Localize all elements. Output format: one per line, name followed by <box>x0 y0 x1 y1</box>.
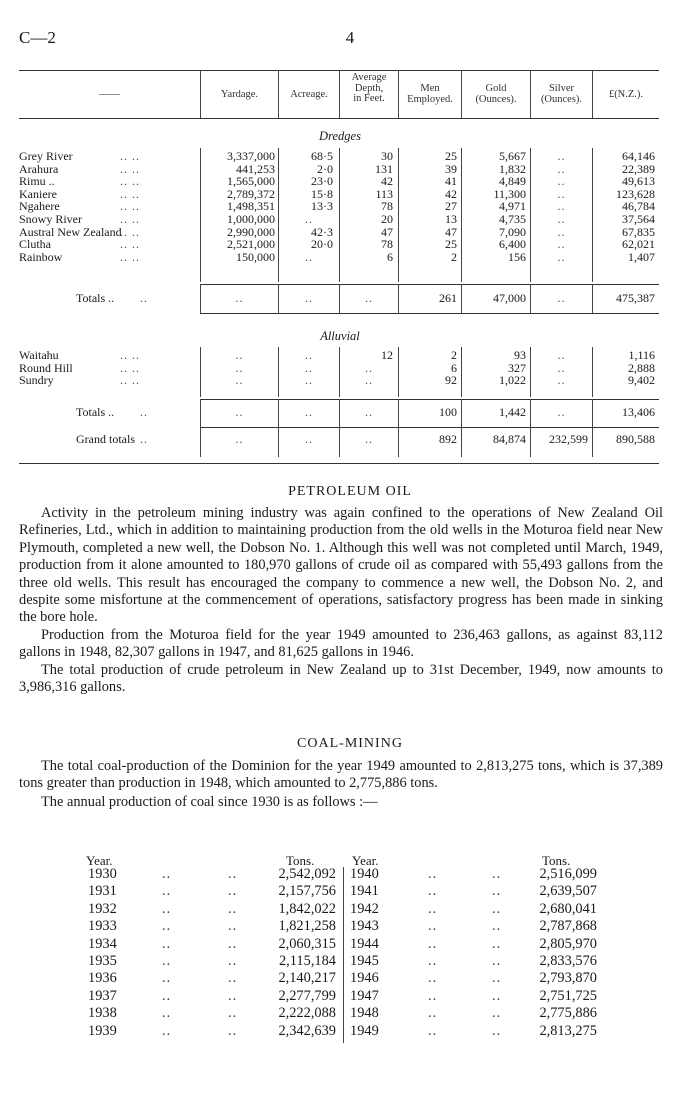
coal-heading: COAL-MINING <box>297 736 403 751</box>
coal-tons: 2,680,041 <box>539 900 597 917</box>
subtotal-rule <box>200 399 659 400</box>
table-cell: 6 <box>451 360 457 375</box>
dredge-row-label: Grey River <box>19 149 73 163</box>
dredge-row-label: Rimu .. <box>19 174 55 189</box>
column-header: £(N.Z.). <box>608 89 644 100</box>
table-cell: 47 <box>381 224 393 239</box>
table-cell: 1,407 <box>628 249 655 264</box>
leader-dots: .. <box>492 935 502 952</box>
coal-paragraph: The annual production of coal since 1930 is as follows :— <box>41 793 378 810</box>
leader-dots: .. .. <box>120 149 140 163</box>
leader-dots: .. <box>228 918 238 935</box>
coal-year: 1931 <box>88 883 117 900</box>
leader-dots: .. <box>162 987 172 1004</box>
coal-tons: 2,277,799 <box>278 987 336 1004</box>
column-divider <box>530 148 531 282</box>
table-cell: 25 <box>445 237 457 252</box>
column-divider <box>461 399 462 457</box>
table-cell: 13,406 <box>622 405 655 419</box>
coal-tons: 2,542,092 <box>278 866 336 882</box>
table-cell: 49,613 <box>622 174 655 189</box>
column-divider <box>278 284 279 313</box>
leader-dots: .. .. <box>120 161 140 176</box>
table-header-rule <box>19 118 659 119</box>
column-divider <box>592 347 593 397</box>
leader-dots: .. <box>140 291 148 305</box>
table-cell: 123,628 <box>616 186 655 201</box>
table-cell: .. <box>305 348 313 362</box>
table-cell: 1,565,000 <box>227 174 275 189</box>
leader-dots: .. .. <box>120 212 140 226</box>
column-divider <box>200 70 201 118</box>
table-cell: 47 <box>445 224 457 239</box>
table-cell: 2,789,372 <box>227 186 275 201</box>
coal-tons: 2,222,088 <box>278 1005 336 1022</box>
table-cell: 1,442 <box>499 405 526 419</box>
table-cell: 9,402 <box>628 373 655 388</box>
leader-dots: .. <box>492 987 502 1004</box>
table-cell: 39 <box>445 161 457 176</box>
coal-year: 1940 <box>350 866 379 882</box>
page-number: 4 <box>345 28 355 47</box>
table-cell: .. <box>305 360 313 375</box>
petroleum-paragraph: The total production of crude petroleum in New Zealand up to 31st December, 1949, now amounts to 3,986,316 gallons. <box>19 661 663 696</box>
table-cell: 1,116 <box>628 348 655 362</box>
table-cell: 4,971 <box>499 199 526 214</box>
leader-dots: .. .. <box>120 237 140 252</box>
leader-dots: .. <box>162 953 172 969</box>
column-divider <box>200 347 201 397</box>
table-cell: .. <box>365 432 373 446</box>
coal-tons: 2,060,315 <box>278 935 336 952</box>
column-divider <box>592 284 593 313</box>
coal-tons: 2,805,970 <box>539 935 597 952</box>
table-cell: 62,021 <box>622 237 655 252</box>
table-cell: 68·5 <box>311 149 333 163</box>
dredge-row-label: Kaniere <box>19 186 57 201</box>
column-divider <box>530 70 531 118</box>
table-cell: 2 <box>451 348 457 362</box>
section-title-dredges: Dredges <box>319 129 361 143</box>
table-cell: 1,498,351 <box>227 199 275 214</box>
table-cell: .. <box>557 161 566 176</box>
grand-totals-label: Grand totals <box>76 432 135 446</box>
table-cell: 5,667 <box>499 149 526 163</box>
table-cell: .. <box>557 174 566 189</box>
table-cell: 7,090 <box>499 224 526 239</box>
column-header: Gold (Ounces). <box>475 83 517 105</box>
leader-dots: .. <box>228 987 238 1004</box>
column-divider <box>339 347 340 397</box>
column-divider <box>398 284 399 313</box>
leader-dots: .. <box>428 883 438 900</box>
leader-dots: .. <box>162 866 172 882</box>
table-cell: .. <box>557 149 566 163</box>
table-cell: 13 <box>445 212 457 226</box>
subtotal-rule <box>200 313 659 314</box>
leader-dots: .. <box>428 970 438 987</box>
table-cell: 22,389 <box>622 161 655 176</box>
table-cell: .. <box>305 291 313 305</box>
coal-tons: 2,751,725 <box>539 987 597 1004</box>
coal-tons: 2,157,756 <box>278 883 336 900</box>
leader-dots: .. <box>492 900 502 917</box>
table-cell: 37,564 <box>622 212 655 226</box>
table-cell: 27 <box>445 199 457 214</box>
column-divider <box>461 284 462 313</box>
coal-year: 1935 <box>88 953 117 969</box>
leader-dots: .. <box>228 1005 238 1022</box>
dredge-row-label: Austral New Zealand <box>19 224 122 239</box>
table-cell: 2 <box>451 249 457 264</box>
table-cell: .. <box>305 249 313 264</box>
leader-dots: .. <box>162 883 172 900</box>
table-cell: .. <box>365 405 373 419</box>
table-cell: 131 <box>375 161 393 176</box>
table-cell: 46,784 <box>622 199 655 214</box>
table-cell: .. <box>305 405 313 419</box>
table-cell: 30 <box>381 149 393 163</box>
coal-text <box>19 758 663 811</box>
leader-dots: .. .. <box>120 360 140 375</box>
leader-dots: .. <box>162 1022 172 1039</box>
table-cell: 41 <box>445 174 457 189</box>
leader-dots: .. <box>428 866 438 882</box>
coal-tons: 1,821,258 <box>278 918 336 935</box>
coal-year: 1937 <box>88 987 117 1004</box>
table-cell: .. <box>305 432 313 446</box>
column-divider <box>339 399 340 457</box>
table-cell: 327 <box>508 360 526 375</box>
table-cell: 78 <box>381 199 393 214</box>
leader-dots: .. <box>428 1005 438 1022</box>
coal-year-header-left: Year. <box>86 853 113 868</box>
column-divider <box>592 148 593 282</box>
leader-dots: .. <box>492 866 502 882</box>
coal-year: 1938 <box>88 1005 117 1022</box>
column-divider <box>278 347 279 397</box>
coal-tons: 2,115,184 <box>278 953 336 969</box>
table-cell: 232,599 <box>549 432 588 446</box>
table-cell: .. <box>365 291 373 305</box>
column-header: Average Depth, in Feet. <box>351 72 387 104</box>
table-cell: .. <box>557 291 566 305</box>
table-cell: .. <box>365 360 373 375</box>
coal-year: 1930 <box>88 866 117 882</box>
leader-dots: .. <box>162 900 172 917</box>
column-header: Silver (Ounces). <box>540 83 583 105</box>
table-cell: 93 <box>514 348 526 362</box>
leader-dots: .. <box>492 953 502 969</box>
column-divider <box>398 399 399 457</box>
column-divider <box>398 70 399 118</box>
table-cell: 113 <box>375 186 393 201</box>
coal-year: 1942 <box>350 900 379 917</box>
column-divider <box>461 70 462 118</box>
table-cell: 47,000 <box>493 291 526 305</box>
coal-year: 1947 <box>350 987 379 1004</box>
table-cell: .. <box>557 224 566 239</box>
dredge-row-label: Clutha <box>19 237 51 252</box>
table-cell: 23·0 <box>311 174 333 189</box>
table-cell: 1,022 <box>499 373 526 388</box>
column-divider <box>398 148 399 282</box>
table-cell: 2·0 <box>317 161 333 176</box>
coal-year: 1944 <box>350 935 379 952</box>
alluvial-row-label: Round Hill <box>19 360 73 375</box>
table-cell: .. <box>557 212 566 226</box>
table-cell: 2,521,000 <box>227 237 275 252</box>
leader-dots: .. <box>428 935 438 952</box>
table-cell: 42·3 <box>311 224 333 239</box>
coal-tons: 2,140,217 <box>278 970 336 987</box>
table-cell: .. <box>235 373 244 388</box>
leader-dots: .. <box>228 866 238 882</box>
coal-year: 1945 <box>350 953 379 969</box>
table-cell: 4,849 <box>499 174 526 189</box>
table-cell: 84,874 <box>493 432 526 446</box>
table-bottom-rule <box>19 463 659 464</box>
table-cell: .. <box>557 348 566 362</box>
leader-dots: .. <box>162 935 172 952</box>
leader-dots: .. <box>228 1022 238 1039</box>
table-cell: 2,990,000 <box>227 224 275 239</box>
petroleum-heading: PETROLEUM OIL <box>288 484 412 499</box>
coal-column-divider <box>343 867 344 1043</box>
table-cell: .. <box>235 432 244 446</box>
table-cell: .. <box>557 405 566 419</box>
table-cell: .. <box>557 186 566 201</box>
leader-dots: .. .. <box>120 249 140 264</box>
table-cell: 42 <box>381 174 393 189</box>
table-cell: 2,888 <box>628 360 655 375</box>
coal-tons-header-left: Tons. <box>286 853 315 868</box>
table-cell: .. <box>305 373 313 388</box>
leader-dots: .. .. <box>120 174 140 189</box>
coal-year: 1946 <box>350 970 379 987</box>
table-cell: 892 <box>439 432 457 446</box>
table-cell: .. <box>557 199 566 214</box>
subtotal-rule <box>200 284 659 285</box>
table-cell: .. <box>557 237 566 252</box>
column-divider <box>398 347 399 397</box>
coal-tons: 2,639,507 <box>539 883 597 900</box>
column-divider <box>530 284 531 313</box>
column-header: Acreage. <box>290 89 328 100</box>
table-cell: 150,000 <box>236 249 275 264</box>
leader-dots: .. <box>228 935 238 952</box>
table-cell: 13·3 <box>311 199 333 214</box>
leader-dots: .. <box>162 918 172 935</box>
table-cell: 156 <box>508 249 526 264</box>
table-stub-header: —— <box>99 89 120 100</box>
dredge-row-label: Rainbow <box>19 249 63 264</box>
document-reference: C—2 <box>19 28 56 47</box>
table-cell: .. <box>557 249 566 264</box>
column-header: Men Employed. <box>407 83 453 105</box>
leader-dots: .. .. <box>120 199 140 214</box>
column-divider <box>278 399 279 457</box>
table-cell: 890,588 <box>616 432 655 446</box>
table-cell: .. <box>305 212 313 226</box>
column-divider <box>339 148 340 282</box>
coal-paragraph: The total coal-production of the Dominion for the year 1949 amounted to 2,813,275 tons, which is 37,389 tons greater than production in 1948, which amounted to 2,775,886 tons. <box>19 758 663 792</box>
petroleum-paragraph: Production from the Moturoa field for the year 1949 amounted to 236,463 gallons, as against 83,112 gallons in 1948, 82,307 gallons in 1947, and 81,625 gallons in 1946. <box>19 626 663 661</box>
leader-dots: .. <box>228 883 238 900</box>
alluvial-row-label: Waitahu <box>19 348 59 362</box>
coal-year: 1936 <box>88 970 117 987</box>
coal-year: 1941 <box>350 883 379 900</box>
leader-dots: .. <box>492 1005 502 1022</box>
table-cell: 6 <box>387 249 393 264</box>
dredge-row-label: Arahura <box>19 161 59 176</box>
table-cell: 3,337,000 <box>227 149 275 163</box>
coal-year-header-right: Year. <box>352 853 379 868</box>
column-divider <box>278 148 279 282</box>
coal-tons: 2,793,870 <box>539 970 597 987</box>
table-cell: 20·0 <box>311 237 333 252</box>
leader-dots: .. <box>492 970 502 987</box>
leader-dots: .. <box>492 1022 502 1039</box>
table-cell: .. <box>557 373 566 388</box>
table-cell: 261 <box>439 291 457 305</box>
leader-dots: .. <box>428 900 438 917</box>
column-divider <box>530 399 531 457</box>
coal-tons: 2,833,576 <box>539 953 597 969</box>
column-divider <box>278 70 279 118</box>
leader-dots: .. <box>140 405 148 419</box>
table-cell: 11,300 <box>493 186 526 201</box>
leader-dots: .. .. <box>120 224 140 239</box>
coal-tons: 2,775,886 <box>539 1005 597 1022</box>
leader-dots: .. <box>228 970 238 987</box>
table-cell: 25 <box>445 149 457 163</box>
table-cell: .. <box>235 360 244 375</box>
table-cell: .. <box>235 405 244 419</box>
table-cell: 42 <box>445 186 457 201</box>
leader-dots: .. <box>140 432 148 446</box>
coal-year: 1939 <box>88 1022 117 1039</box>
coal-tons-header-right: Tons. <box>542 853 571 868</box>
table-cell: .. <box>235 348 244 362</box>
leader-dots: .. <box>492 918 502 935</box>
coal-year: 1933 <box>88 918 117 935</box>
column-header: Yardage. <box>220 89 259 100</box>
table-cell: 1,832 <box>499 161 526 176</box>
table-cell: 12 <box>381 348 393 362</box>
column-divider <box>461 347 462 397</box>
table-cell: 78 <box>381 237 393 252</box>
leader-dots: .. <box>162 1005 172 1022</box>
column-divider <box>592 399 593 457</box>
coal-tons: 2,342,639 <box>278 1022 336 1039</box>
table-cell: 92 <box>445 373 457 388</box>
leader-dots: .. .. <box>120 373 140 388</box>
subtotal-rule <box>200 427 659 428</box>
column-divider <box>200 399 201 457</box>
table-cell: 475,387 <box>616 291 655 305</box>
table-cell: 1,000,000 <box>227 212 275 226</box>
coal-year: 1943 <box>350 918 379 935</box>
column-divider <box>200 284 201 313</box>
leader-dots: .. <box>228 900 238 917</box>
coal-tons: 2,787,868 <box>539 918 597 935</box>
coal-year: 1949 <box>350 1022 379 1039</box>
table-cell: 15·8 <box>311 186 333 201</box>
dredge-row-label: Ngahere <box>19 199 60 214</box>
leader-dots: .. <box>428 1022 438 1039</box>
table-cell: 67,835 <box>622 224 655 239</box>
coal-tons: 1,842,022 <box>278 900 336 917</box>
dredges-totals-label: Totals .. <box>76 291 115 305</box>
alluvial-row-label: Sundry <box>19 373 54 388</box>
alluvial-totals-label: Totals .. <box>76 405 115 419</box>
table-cell: 20 <box>381 212 393 226</box>
table-cell: 4,735 <box>499 212 526 226</box>
leader-dots: .. <box>428 987 438 1004</box>
table-cell: 64,146 <box>622 149 655 163</box>
leader-dots: .. <box>228 953 238 969</box>
leader-dots: .. <box>162 970 172 987</box>
section-title-alluvial: Alluvial <box>320 329 360 343</box>
coal-tons: 2,813,275 <box>539 1022 597 1039</box>
column-divider <box>461 148 462 282</box>
column-divider <box>530 347 531 397</box>
leader-dots: .. .. <box>120 348 140 362</box>
coal-tons: 2,516,099 <box>539 866 597 882</box>
leader-dots: .. .. <box>120 186 140 201</box>
leader-dots: .. <box>492 883 502 900</box>
leader-dots: .. <box>428 918 438 935</box>
coal-year: 1932 <box>88 900 117 917</box>
column-divider <box>592 70 593 118</box>
table-cell: 100 <box>439 405 457 419</box>
leader-dots: .. <box>428 953 438 969</box>
table-cell: .. <box>557 360 566 375</box>
column-divider <box>339 284 340 313</box>
table-cell: 441,253 <box>236 161 275 176</box>
petroleum-paragraph: Activity in the petroleum mining industry was again confined to the operations of New Zealand Oil Refineries, Ltd., which in addition to maintaining production from the old wells in the Moturoa field near New Plymouth, completed a new well, the Dobson No. 1. Although this well was not completed until March, 1949, production from it alone amounted to 180,970 gallons of crude oil as compared with 55,493 gallons from the three old wells. This result has encouraged the company to commence a new well, the Dobson No. 2, and despite some misfortune at the commencement of operations, satisfactory progress has been made in sinking the bore hole. <box>19 505 663 626</box>
petroleum-text <box>19 505 663 696</box>
column-divider <box>200 148 201 282</box>
column-divider <box>339 70 340 118</box>
coal-year: 1934 <box>88 935 117 952</box>
coal-year: 1948 <box>350 1005 379 1022</box>
dredge-row-label: Snowy River <box>19 212 82 226</box>
table-cell: .. <box>235 291 244 305</box>
table-cell: 6,400 <box>499 237 526 252</box>
table-cell: .. <box>365 373 373 388</box>
